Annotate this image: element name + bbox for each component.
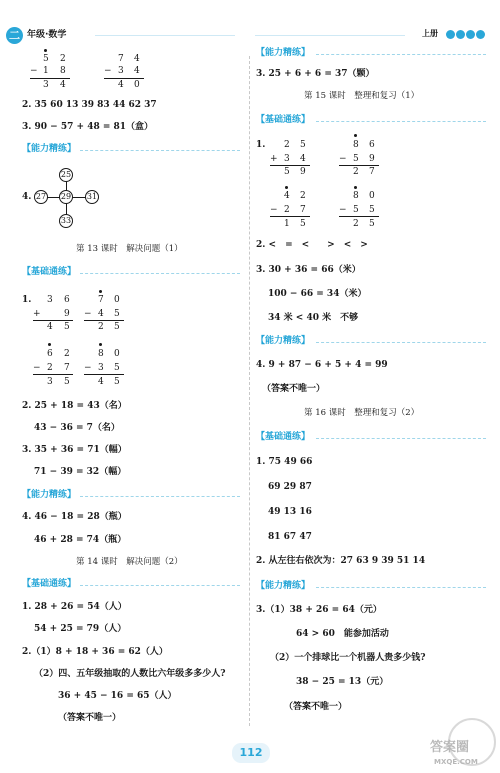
answer-line: 3.（1）38 + 26 = 64（元） — [256, 605, 382, 615]
watermark-title: 答案圈 — [430, 740, 470, 755]
section-rule — [316, 121, 486, 122]
cross-circle-right: 31 — [85, 190, 99, 204]
question-number: 1. — [22, 295, 32, 305]
calc-digit: 9 — [369, 154, 375, 164]
calc-digit: 2 — [47, 363, 53, 373]
calc-operator: − — [33, 363, 41, 373]
calc-digit: 5 — [353, 205, 359, 215]
answer-line: 38 − 25 = 13（元） — [296, 677, 389, 687]
lesson-title: 第 13 课时 解决问题（1） — [76, 244, 183, 254]
answer-line: 64 > 60 能参加活动 — [296, 629, 389, 639]
calc-digit: 4 — [98, 377, 104, 387]
calc-digit: 2 — [64, 349, 70, 359]
page-number: 112 — [232, 743, 270, 763]
calc-digit: 1 — [43, 66, 49, 76]
calc-digit: 2 — [60, 54, 66, 64]
calc-digit: 7 — [64, 363, 70, 373]
answer-line: 2. 35 60 13 39 83 44 62 37 — [22, 100, 157, 110]
section-basic: 【基础通练】 — [256, 432, 311, 442]
header-grade: 年级·数学 — [27, 30, 67, 40]
calc-digit: 0 — [114, 295, 120, 305]
section-basic: 【基础通练】 — [256, 115, 311, 125]
calc-line — [270, 165, 310, 166]
calc-digit: 3 — [47, 295, 53, 305]
cross-circle-left: 27 — [34, 190, 48, 204]
calc-digit: 2 — [284, 205, 290, 215]
answer-line: 1. 75 49 66 — [256, 457, 313, 467]
calc-operator: − — [30, 66, 38, 76]
answer-line: 4. 9 + 87 − 6 + 5 + 4 = 99 — [256, 360, 388, 370]
section-ability: 【能力精练】 — [256, 581, 311, 591]
answer-line: 100 − 66 = 34（米） — [268, 289, 367, 299]
lesson-title: 第 15 课时 整理和复习（1） — [304, 91, 420, 101]
answer-line: 69 29 87 — [268, 482, 312, 492]
answer-line: 71 − 39 = 32（幅） — [34, 467, 127, 477]
section-basic: 【基础通练】 — [22, 267, 77, 277]
cross-circle-bottom: 33 — [59, 214, 73, 228]
calc-digit: 7 — [300, 205, 306, 215]
answer-line: 43 − 36 = 7（名） — [34, 423, 120, 433]
answer-line: 3. 90 − 57 + 48 = 81（盒） — [22, 122, 154, 132]
header-rule-right — [255, 35, 405, 36]
calc-digit: 4 — [47, 322, 53, 332]
calc-digit: 7 — [369, 167, 375, 177]
calc-line — [339, 165, 379, 166]
answer-line: （2）一个排球比一个机器人贵多少钱? — [270, 653, 426, 663]
calc-digit: 5 — [300, 140, 306, 150]
calc-digit: 5 — [114, 322, 120, 332]
calc-digit: 5 — [284, 167, 290, 177]
calc-digit: 6 — [369, 140, 375, 150]
borrow-dot — [354, 186, 357, 189]
calc-digit: 2 — [300, 191, 306, 201]
watermark-url: MXQE.COM — [434, 758, 478, 766]
grade-badge-icon: 二 — [6, 27, 23, 44]
calc-operator: − — [339, 205, 347, 215]
calc-digit: 7 — [118, 54, 124, 64]
calc-digit: 8 — [353, 140, 359, 150]
calc-line — [30, 78, 70, 79]
cross-circle-top: 25 — [59, 168, 73, 182]
calc-digit: 4 — [134, 54, 140, 64]
calc-digit: 3 — [98, 363, 104, 373]
section-rule — [316, 342, 486, 343]
section-rule — [316, 54, 486, 55]
calc-operator: − — [339, 154, 347, 164]
lesson-title: 第 14 课时 解决问题（2） — [76, 557, 183, 567]
calc-digit: 4 — [118, 80, 124, 90]
answer-line: 2. < = < > < > — [256, 240, 368, 250]
calc-digit: 5 — [369, 205, 375, 215]
section-ability: 【能力精练】 — [22, 144, 77, 154]
answer-line: 4. 46 − 18 = 28（瓶） — [22, 512, 127, 522]
answer-line: 2.（1）8 + 18 + 36 = 62（人） — [22, 647, 168, 657]
calc-digit: 6 — [64, 295, 70, 305]
answer-line: 34 米 < 40 米 不够 — [268, 313, 359, 323]
calc-digit: 5 — [114, 377, 120, 387]
calc-digit: 8 — [60, 66, 66, 76]
answer-line: 3. 30 + 36 = 66（米） — [256, 265, 361, 275]
calc-line — [33, 374, 73, 375]
calc-operator: − — [104, 66, 112, 76]
header-dot-icon — [466, 30, 475, 39]
section-ability: 【能力精练】 — [256, 336, 311, 346]
borrow-dot — [99, 290, 102, 293]
answer-line: 2. 从左往右依次为：27 63 9 39 51 14 — [256, 556, 426, 566]
answer-line: （答案不唯一） — [284, 702, 348, 712]
answer-line: （答案不唯一） — [58, 713, 122, 723]
answer-line: 81 67 47 — [268, 532, 312, 542]
answer-line: 2. 25 + 18 = 43（名） — [22, 401, 127, 411]
column-divider — [249, 56, 250, 726]
calc-operator: + — [270, 154, 278, 164]
header-dot-icon — [476, 30, 485, 39]
calc-digit: 9 — [64, 309, 70, 319]
section-ability: 【能力精练】 — [256, 48, 311, 58]
calc-digit: 0 — [114, 349, 120, 359]
calc-digit: 5 — [64, 322, 70, 332]
borrow-dot — [48, 343, 51, 346]
header-rule-left — [95, 35, 235, 36]
calc-digit: 2 — [353, 167, 359, 177]
calc-digit: 4 — [134, 66, 140, 76]
calc-digit: 7 — [98, 295, 104, 305]
calc-digit: 3 — [284, 154, 290, 164]
calc-digit: 5 — [353, 154, 359, 164]
question-number: 1. — [256, 140, 266, 150]
calc-digit: 3 — [43, 80, 49, 90]
calc-digit: 6 — [47, 349, 53, 359]
calc-digit: 2 — [284, 140, 290, 150]
calc-line — [33, 320, 73, 321]
calc-digit: 5 — [114, 363, 120, 373]
calc-digit: 2 — [353, 219, 359, 229]
calc-operator: − — [84, 363, 92, 373]
answer-line: 36 + 45 − 16 = 65（人） — [58, 691, 177, 701]
section-basic: 【基础通练】 — [22, 579, 77, 589]
section-rule — [80, 150, 240, 151]
lesson-title: 第 16 课时 整理和复习（2） — [304, 408, 420, 418]
section-rule — [80, 273, 240, 274]
calc-operator: + — [33, 309, 41, 319]
calc-digit: 3 — [47, 377, 53, 387]
calc-line — [104, 78, 144, 79]
calc-digit: 5 — [300, 219, 306, 229]
calc-line — [84, 320, 124, 321]
borrow-dot — [99, 343, 102, 346]
answer-line: 1. 28 + 26 = 54（人） — [22, 602, 127, 612]
calc-digit: 2 — [98, 322, 104, 332]
section-rule — [80, 585, 240, 586]
section-rule — [316, 438, 486, 439]
question-number: 4. — [22, 192, 32, 202]
calc-digit: 4 — [300, 154, 306, 164]
header-dot-icon — [456, 30, 465, 39]
calc-digit: 3 — [118, 66, 124, 76]
calc-line — [84, 374, 124, 375]
calc-digit: 4 — [284, 191, 290, 201]
answer-line: 49 13 16 — [268, 507, 312, 517]
answer-line: （答案不唯一） — [262, 384, 326, 394]
calc-operator: − — [270, 205, 278, 215]
calc-digit: 0 — [134, 80, 140, 90]
borrow-dot — [44, 49, 47, 52]
calc-line — [270, 216, 310, 217]
calc-digit: 1 — [284, 219, 290, 229]
calc-digit: 9 — [300, 167, 306, 177]
answer-line: 54 + 25 = 79（人） — [34, 624, 127, 634]
calc-digit: 5 — [114, 309, 120, 319]
answer-line: 3. 35 + 36 = 71（幅） — [22, 445, 127, 455]
section-ability: 【能力精练】 — [22, 490, 77, 500]
answer-line: 3. 25 + 6 + 6 = 37（颗） — [256, 69, 375, 79]
calc-digit: 4 — [60, 80, 66, 90]
calc-operator: − — [84, 309, 92, 319]
calc-line — [339, 216, 379, 217]
answer-line: （2）四、五年级抽取的人数比六年级多多少人? — [34, 669, 226, 679]
section-rule — [80, 496, 240, 497]
borrow-dot — [285, 186, 288, 189]
section-rule — [316, 587, 486, 588]
calc-digit: 5 — [369, 219, 375, 229]
calc-digit: 8 — [353, 191, 359, 201]
calc-digit: 8 — [98, 349, 104, 359]
cross-circle-center: 29 — [59, 190, 73, 204]
borrow-dot — [354, 134, 357, 137]
calc-digit: 5 — [43, 54, 49, 64]
calc-digit: 4 — [98, 309, 104, 319]
header-dot-icon — [446, 30, 455, 39]
calc-digit: 0 — [369, 191, 375, 201]
header-volume: 上册 — [422, 29, 438, 38]
answer-line: 46 + 28 = 74（瓶） — [34, 535, 127, 545]
calc-digit: 5 — [64, 377, 70, 387]
